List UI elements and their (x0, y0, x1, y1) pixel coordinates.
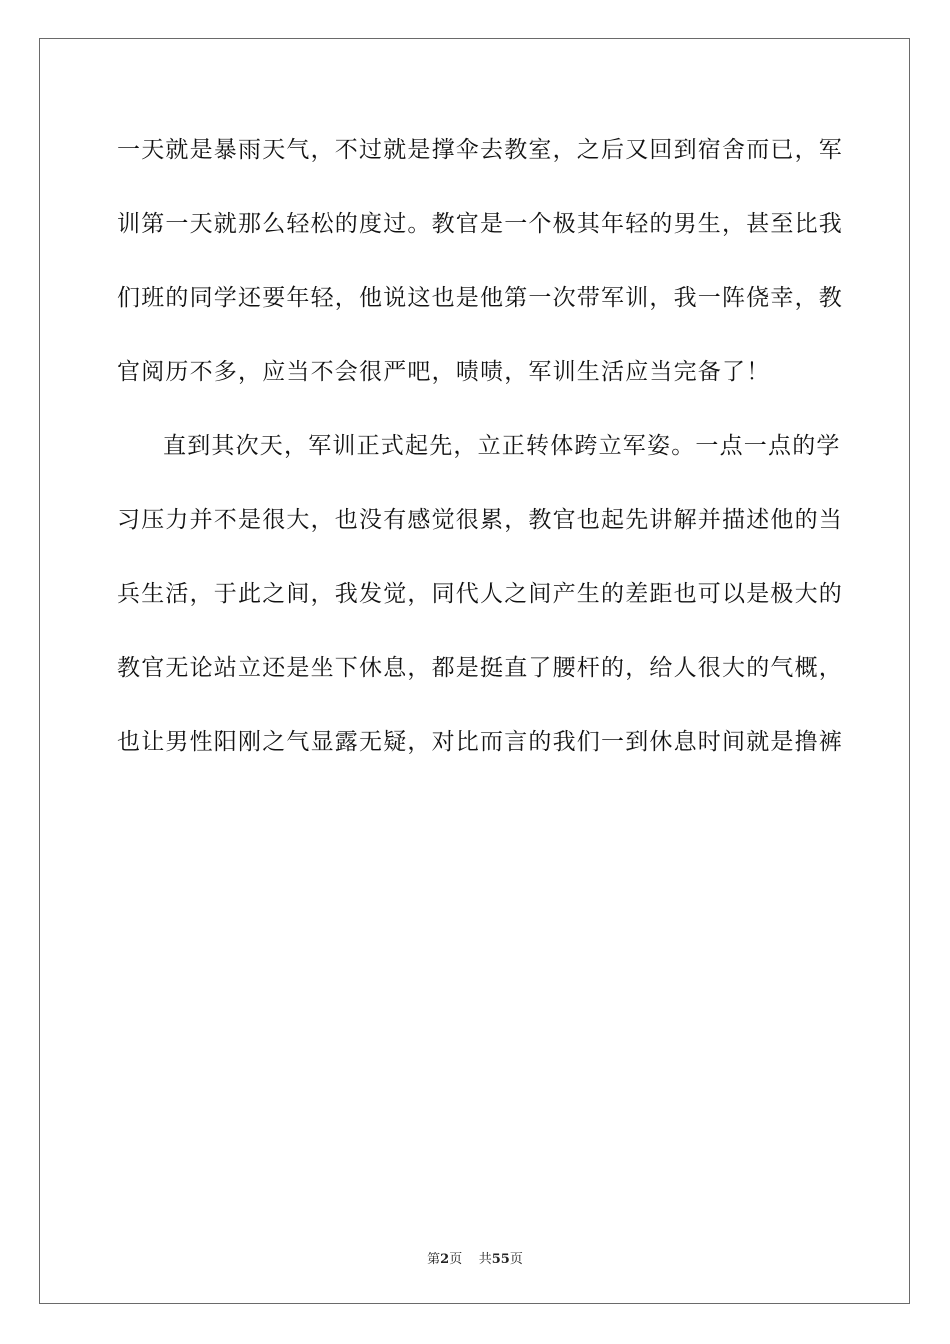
text-line: 们班的同学还要年轻，他说这也是他第一次带军训，我一阵侥幸，教 (117, 285, 843, 311)
text-line: 也让男性阳刚之气显露无疑，对比而言的我们一到休息时间就是撸裤 (117, 729, 843, 755)
page-label-suffix: 页 (449, 1252, 463, 1267)
total-label-prefix: 共 (478, 1252, 492, 1267)
total-pages: 55 (491, 1252, 510, 1267)
page-number: 2 (440, 1252, 450, 1267)
text-line: 习压力并不是很大，也没有感觉很累，教官也起先讲解并描述他的当 (117, 507, 843, 533)
paragraph-first-line: 直到其次天，军训正式起先，立正转体跨立军姿。一点一点的学 (163, 433, 841, 459)
page-footer (0, 1248, 950, 1267)
page-label-prefix: 第 (427, 1252, 441, 1267)
text-line: 教官无论站立还是坐下休息，都是挺直了腰杆的，给人很大的气概， (117, 655, 843, 681)
text-line: 训第一天就那么轻松的度过。教官是一个极其年轻的男生，甚至比我 (117, 211, 843, 237)
text-line: 兵生活，于此之间，我发觉，同代人之间产生的差距也可以是极大的 (117, 581, 843, 607)
total-label-suffix: 页 (509, 1252, 523, 1267)
text-line: 官阅历不多，应当不会很严吧，啧啧，军训生活应当完备了！ (117, 359, 771, 385)
body-text (117, 130, 843, 796)
text-line: 一天就是暴雨天气，不过就是撑伞去教室，之后又回到宿舍而已，军 (117, 137, 843, 163)
